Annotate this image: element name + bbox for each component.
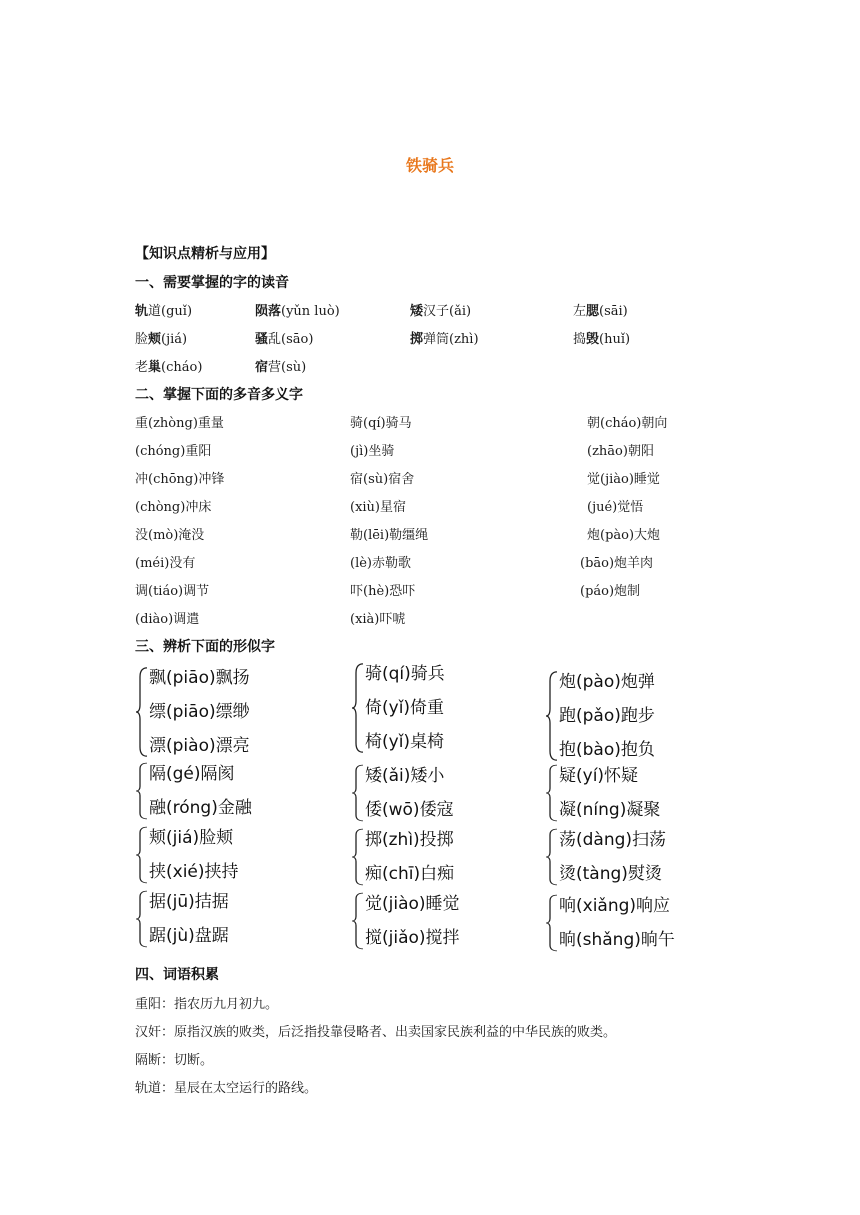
polyphone-entry: 觉(jiào)睡觉 bbox=[587, 472, 660, 487]
similar-char-line: 倭(wō)倭寇 bbox=[365, 800, 454, 820]
similar-char-line: 疑(yí)怀疑 bbox=[559, 766, 639, 786]
reading-item: 脸颊(jiá) bbox=[135, 332, 188, 347]
reading-item: 宿营(sù) bbox=[255, 360, 307, 375]
polyphone-entry: 宿(sù)宿舍 bbox=[350, 472, 415, 487]
reading-item: 老巢(cháo) bbox=[135, 360, 203, 375]
similar-char-line: 椅(yǐ)桌椅 bbox=[365, 732, 445, 752]
brace-icon bbox=[351, 764, 365, 822]
brace-icon bbox=[351, 892, 365, 950]
brace-icon bbox=[135, 826, 149, 884]
vocab-entry: 汉奸：原指汉族的败类，后泛指投靠侵略者、出卖国家民族利益的中华民族的败类。 bbox=[135, 1025, 617, 1040]
polyphone-entry: 重(zhòng)重量 bbox=[135, 416, 224, 431]
similar-char-line: 缥(piāo)缥缈 bbox=[149, 702, 250, 722]
polyphone-entry: (méi)没有 bbox=[135, 556, 196, 571]
polyphone-entry: 调(tiáo)调节 bbox=[135, 584, 210, 599]
similar-char-group bbox=[351, 662, 445, 754]
polyphone-entry: (diào)调遣 bbox=[135, 612, 200, 627]
reading-item: 陨落(yǔn luò) bbox=[255, 304, 340, 319]
reading-item: 捣毁(huǐ) bbox=[573, 332, 631, 347]
polyphone-entry: 冲(chōng)冲锋 bbox=[135, 472, 225, 487]
polyphone-entry: 朝(cháo)朝向 bbox=[587, 416, 668, 431]
similar-char-group bbox=[135, 666, 250, 758]
polyphone-entry: (chòng)冲床 bbox=[135, 500, 212, 515]
similar-char-group bbox=[351, 892, 460, 950]
similar-char-line: 倚(yǐ)倚重 bbox=[365, 698, 445, 718]
polyphone-entry: (jì)坐骑 bbox=[350, 444, 395, 459]
section-label: 【知识点精析与应用】 bbox=[135, 246, 275, 262]
similar-char-line: 骑(qí)骑兵 bbox=[365, 664, 445, 684]
polyphone-entry: (páo)炮制 bbox=[580, 584, 641, 599]
brace-icon bbox=[545, 764, 559, 822]
similar-char-line: 搅(jiǎo)搅拌 bbox=[365, 928, 460, 948]
page-title: 铁骑兵 bbox=[405, 156, 454, 175]
section-4-heading: 四、词语积累 bbox=[135, 967, 219, 983]
polyphone-entry: (zhāo)朝阳 bbox=[587, 444, 654, 459]
similar-char-line: 颊(jiá)脸颊 bbox=[149, 828, 234, 848]
similar-char-group bbox=[545, 670, 655, 762]
similar-char-line: 炮(pào)炮弹 bbox=[559, 672, 655, 692]
reading-item: 骚乱(sāo) bbox=[255, 332, 314, 347]
polyphone-entry: (xià)吓唬 bbox=[350, 612, 406, 627]
similar-char-line: 矮(ǎi)矮小 bbox=[365, 766, 445, 786]
similar-char-line: 晌(shǎng)晌午 bbox=[559, 930, 675, 950]
similar-char-line: 痴(chī)白痴 bbox=[365, 864, 455, 884]
section-3-heading: 三、辨析下面的形似字 bbox=[135, 639, 275, 655]
polyphone-entry: 骑(qí)骑马 bbox=[350, 416, 412, 431]
similar-char-line: 掷(zhì)投掷 bbox=[365, 830, 454, 850]
similar-char-group bbox=[545, 828, 666, 886]
vocab-entry: 重阳：指农历九月初九。 bbox=[135, 997, 279, 1012]
vocab-entry: 轨道：星辰在太空运行的路线。 bbox=[135, 1081, 318, 1096]
similar-char-line: 踞(jù)盘踞 bbox=[149, 926, 229, 946]
similar-char-group bbox=[351, 828, 454, 886]
polyphone-entry: (chóng)重阳 bbox=[135, 444, 212, 459]
similar-char-line: 觉(jiào)睡觉 bbox=[365, 894, 460, 914]
polyphone-entry: 吓(hè)恐吓 bbox=[350, 584, 416, 599]
similar-char-line: 隔(gé)隔阂 bbox=[149, 764, 235, 784]
polyphone-entry: (jué)觉悟 bbox=[587, 500, 644, 515]
brace-icon bbox=[351, 828, 365, 886]
brace-icon bbox=[135, 762, 149, 820]
reading-item: 掷弹筒(zhì) bbox=[410, 332, 479, 347]
similar-char-line: 漂(piào)漂亮 bbox=[149, 736, 250, 756]
similar-char-group bbox=[135, 890, 229, 948]
similar-char-group bbox=[545, 764, 660, 822]
polyphone-entry: 没(mò)淹没 bbox=[135, 528, 205, 543]
vocab-entry: 隔断：切断。 bbox=[135, 1053, 214, 1068]
similar-char-line: 挟(xié)挟持 bbox=[149, 862, 239, 882]
brace-icon bbox=[545, 828, 559, 886]
brace-icon bbox=[351, 662, 365, 754]
reading-item: 矮汉子(ǎi) bbox=[410, 304, 472, 319]
section-2-heading: 二、掌握下面的多音多义字 bbox=[135, 387, 303, 403]
similar-char-line: 荡(dàng)扫荡 bbox=[559, 830, 667, 850]
similar-char-line: 抱(bào)抱负 bbox=[559, 740, 655, 760]
section-1-heading: 一、需要掌握的字的读音 bbox=[135, 275, 289, 291]
polyphone-entry: (lè)赤勒歌 bbox=[350, 556, 411, 571]
reading-item: 轨道(guǐ) bbox=[135, 304, 193, 319]
similar-char-line: 据(jū)拮据 bbox=[149, 892, 229, 912]
similar-char-group bbox=[351, 764, 454, 822]
similar-char-line: 融(róng)金融 bbox=[149, 798, 252, 818]
similar-char-line: 飘(piāo)飘扬 bbox=[149, 668, 250, 688]
polyphone-entry: (bāo)炮羊肉 bbox=[580, 556, 654, 571]
similar-char-group bbox=[545, 894, 675, 952]
similar-char-line: 响(xiǎng)响应 bbox=[559, 896, 671, 916]
similar-char-line: 烫(tàng)熨烫 bbox=[559, 864, 662, 884]
polyphone-entry: 炮(pào)大炮 bbox=[587, 528, 661, 543]
similar-char-group bbox=[135, 826, 239, 884]
brace-icon bbox=[545, 670, 559, 762]
similar-char-group bbox=[135, 762, 252, 820]
brace-icon bbox=[135, 666, 149, 758]
brace-icon bbox=[545, 894, 559, 952]
reading-item: 左腮(sāi) bbox=[573, 304, 628, 319]
polyphone-entry: 勒(lēi)勒缰绳 bbox=[350, 528, 429, 543]
similar-char-line: 凝(níng)凝聚 bbox=[559, 800, 661, 820]
polyphone-entry: (xiù)星宿 bbox=[350, 500, 407, 515]
brace-icon bbox=[135, 890, 149, 948]
similar-char-line: 跑(pǎo)跑步 bbox=[559, 706, 655, 726]
